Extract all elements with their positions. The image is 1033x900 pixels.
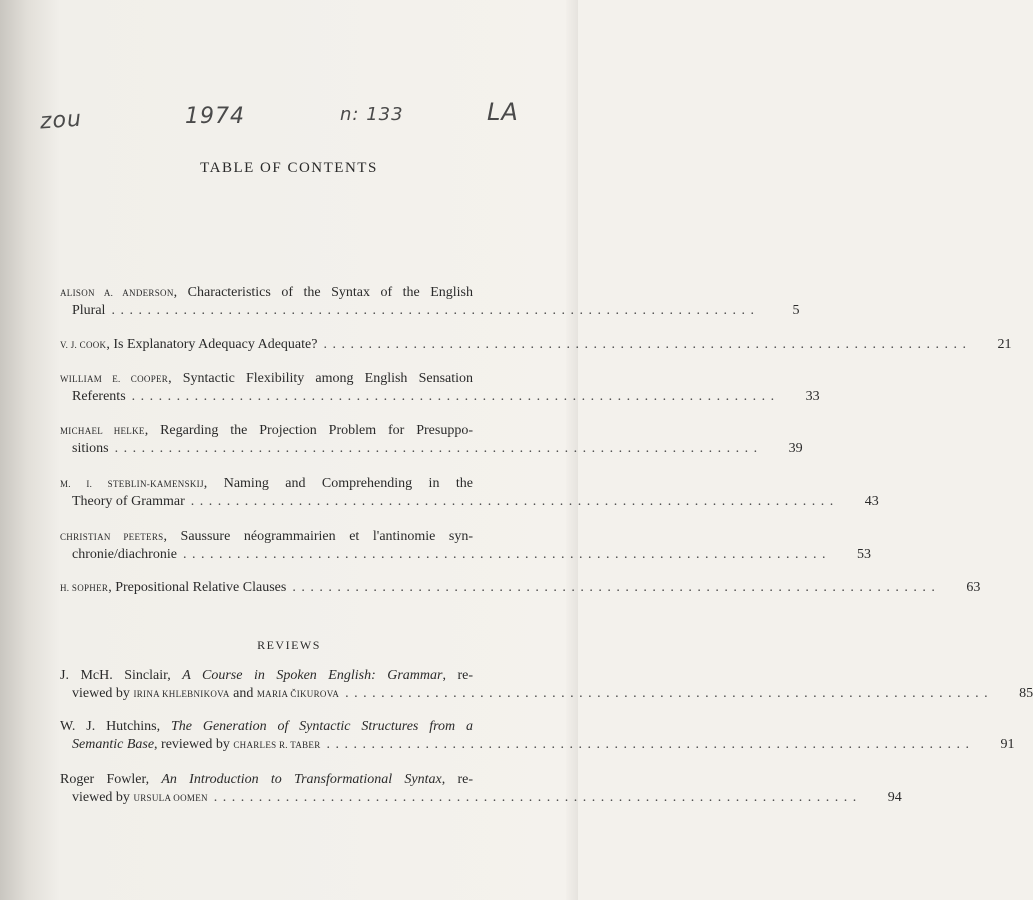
author-name: H. SOPHER [60, 583, 109, 593]
page-number: 39 [788, 441, 803, 456]
leader-dots: ........................................................................ [326, 737, 975, 752]
entry-title: , Is Explanatory Adequacy Adequate? [106, 337, 318, 352]
page-number: 85 [1019, 686, 1033, 701]
page-number: 94 [887, 790, 902, 805]
entry-title: , Prepositional Relative Clauses [108, 580, 287, 595]
entry-title-cont: sitions [72, 441, 109, 456]
entry-title-cont: chronie/diachronie [72, 547, 177, 562]
toc-entry [60, 284, 800, 320]
author-name: MICHAEL HELKE [60, 426, 145, 436]
page-number: 21 [997, 337, 1012, 352]
entry-title-cont: Referents [72, 389, 126, 404]
leader-dots: ........................................................................ [114, 441, 763, 456]
toc-entry [60, 579, 981, 597]
leader-dots: ........................................................................ [190, 494, 839, 509]
review-entry: W. J. Hutchins, The Generation of Syntactic Structures from a Semantic Base, reviewed by CHARLES R. TABER ........................................................................ 91 [60, 719, 1015, 752]
review-entry: J. McH. Sinclair, A Course in Spoken English: Grammar, re- viewed by IRINA KHLEBNIKOVA and MARIA ČIKUROVA ........................................................................ 85 [60, 668, 1033, 701]
leader-dots: ........................................................................ [213, 790, 862, 805]
handwritten-note-initials: LA [487, 98, 519, 126]
entry-title: , Saussure néogrammairien et l'antinomie syn- [163, 529, 474, 544]
toc-entry [60, 475, 879, 511]
book-title: The Generation of Syntactic Structures from a [170, 719, 473, 734]
book-title: An Introduction to Transformational Syntax [161, 772, 442, 787]
leader-dots: ........................................................................ [182, 547, 831, 562]
review-entry: Roger Fowler, An Introduction to Transformational Syntax, re- viewed by URSULA OOMEN ........................................................................ 94 [60, 772, 902, 805]
reviews-heading: REVIEWS [257, 638, 321, 652]
entry-title-cont: Theory of Grammar [72, 494, 185, 509]
reviewer-name: MARIA ČIKUROVA [256, 689, 340, 699]
page-number: 53 [856, 547, 871, 562]
page-title: TABLE OF CONTENTS [200, 160, 378, 176]
toc-entry [60, 370, 820, 406]
entry-title: , Characteristics of the Syntax of the English [173, 285, 473, 300]
page-number: 63 [966, 580, 981, 595]
entry-title: , Syntactic Flexibility among English Sensation [168, 371, 474, 386]
page-number: 5 [792, 303, 800, 318]
reviewer-name: CHARLES R. TABER [233, 740, 321, 750]
author-name: CHRISTIAN PEETERS [60, 532, 164, 542]
handwritten-note-number: n: 133 [340, 104, 404, 125]
handwritten-note-1: zou [39, 106, 83, 135]
entry-title: , Naming and Comprehending in the [203, 476, 473, 491]
toc-entry [60, 336, 1012, 354]
leader-dots: ........................................................................ [292, 580, 941, 595]
reviewed-author: W. J. Hutchins, [60, 719, 171, 734]
author-name: WILLIAM E. COOPER [60, 374, 169, 384]
entry-title-cont: Plural [72, 303, 106, 318]
reviewed-author: J. McH. Sinclair, [60, 668, 183, 683]
author-name: M. I. STEBLIN-KAMENSKIJ [60, 479, 204, 489]
reviewer-name: IRINA KHLEBNIKOVA [133, 689, 230, 699]
author-name: ALISON A. ANDERSON [60, 288, 174, 298]
author-name: V. J. COOK [60, 340, 107, 350]
leader-dots: ........................................................................ [111, 303, 760, 318]
handwritten-note-year: 1974 [185, 104, 245, 129]
page-number: 91 [1000, 737, 1015, 752]
toc-entry [60, 528, 871, 564]
reviewed-author: Roger Fowler, [60, 772, 162, 787]
leader-dots: ........................................................................ [345, 686, 994, 701]
page-number: 33 [805, 389, 820, 404]
reviewer-name: URSULA OOMEN [133, 793, 208, 803]
toc-entry [60, 422, 803, 458]
book-title: A Course in Spoken English: Grammar [182, 668, 443, 683]
entry-title: , Regarding the Projection Problem for Presuppo- [144, 423, 473, 438]
leader-dots: ........................................................................ [323, 337, 972, 352]
page-number: 43 [864, 494, 879, 509]
leader-dots: ........................................................................ [131, 389, 780, 404]
book-title-cont: Semantic Base [72, 737, 155, 752]
